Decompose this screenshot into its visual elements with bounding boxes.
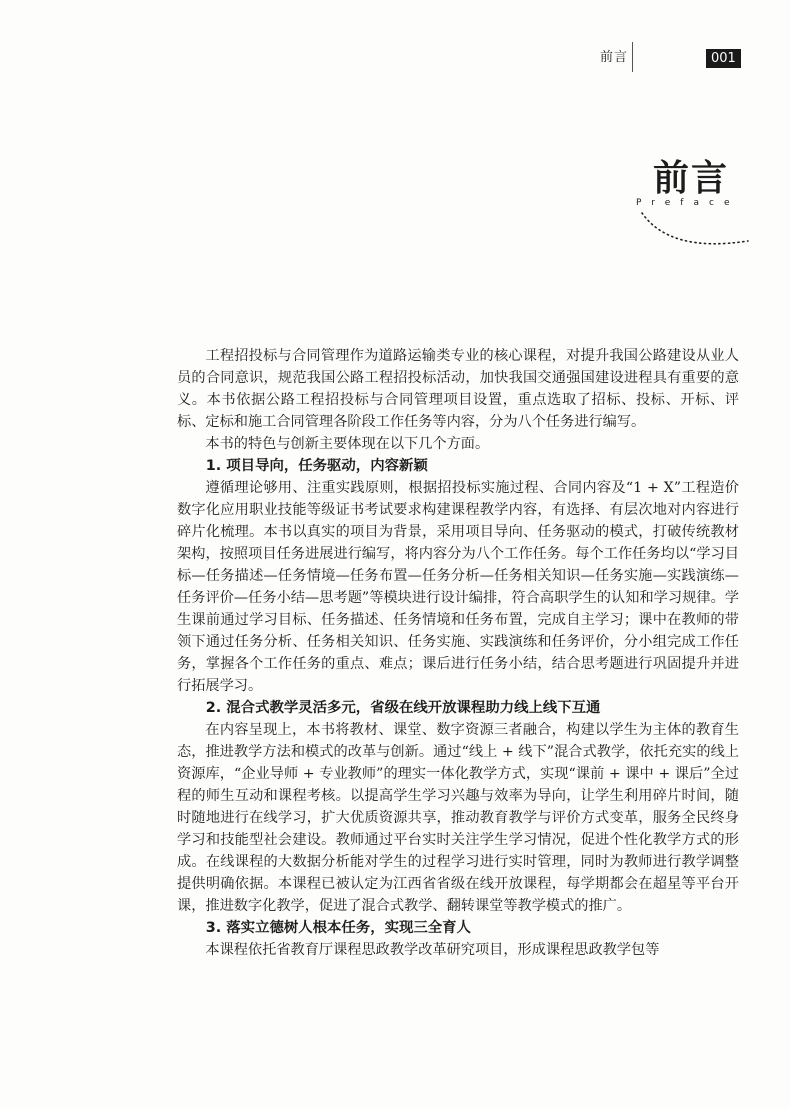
chapter-subtitle: Preface (636, 198, 740, 208)
section-body-1: 遵循理论够用、注重实践原则，根据招投标实施过程、合同内容及“1 + X”工程造价数字化应用职业技能等级证书考试要求构建课程教学内容，有选择、有层次地对内容进行碎片化梳理。本书以真实的项目为背景，采用项目导向、任务驱动的模式，打破传统教材架构，按照项目任务进展进行编写，将内容分为八个工作任务。每个工作任务均以“学习目标—任务描述—任务情境—任务布置—任务分析—任务相关知识—任务实施—实践演练—任务评价—任务小结—思考题”等模块进行设计编排，符合高职学生的认知和学习规律。学生课前通过学习目标、任务描述、任务情境和任务布置，完成自主学习；课中在教师的带领下通过任务分析、任务相关知识、任务实施、实践演练和任务评价，分小组完成工作任务，掌握各个工作任务的重点、难点；课后进行任务小结，结合思考题进行巩固提升并进行拓展学习。 (177, 480, 739, 694)
decorative-dot-arc (640, 203, 750, 255)
section-heading-2: 2. 混合式教学灵活多元，省级在线开放课程助力线上线下互通 (205, 700, 601, 716)
chapter-title: 前言 (653, 157, 730, 199)
section-heading-3: 3. 落实立德树人根本任务，实现三全育人 (205, 920, 471, 936)
intro-paragraph: 工程招投标与合同管理作为道路运输类专业的核心课程，对提升我国公路建设从业人员的合同意识，规范我国公路工程招投标活动，加快我国交通强国建设进程具有重要的意义。本书依据公路工程招投标与合同管理项目设置，重点选取了招标、投标、开标、评标、定标和施工合同管理各阶段工作任务等内容，分为八个任务进行编写。 (177, 348, 739, 430)
running-header-title: 前言 (600, 50, 629, 65)
page-number: 001 (706, 49, 741, 68)
section-body-2: 在内容呈现上，本书将教材、课堂、数字资源三者融合，构建以学生为主体的教育生态，推进教学方法和模式的改革与创新。通过“线上 + 线下”混合式教学，依托充实的线上资源库，“企业导师 + 专业教师”的理实一体化教学方式，实现“课前 + 课中 + 课后”全过程的师生互动和课程考核。以提高学生学习兴趣与效率为导向，让学生利用碎片时间，随时随地进行在线学习，扩大优质资源共享，推动教育教学与评价方式变革，服务全民终身学习和技能型社会建设。教师通过平台实时关注学生学习情况，促进个性化教学方式的形成。在线课程的大数据分析能对学生的过程学习进行实时管理，同时为教师进行教学调整提供明确依据。本课程已被认定为江西省省级在线开放课程，每学期都会在超星等平台开课，推进数字化教学，促进了混合式教学、翻转课堂等教学模式的推广。 (177, 722, 739, 914)
section-heading-1: 1. 项目导向，任务驱动，内容新颖 (205, 458, 428, 474)
features-intro: 本书的特色与创新主要体现在以下几个方面。 (205, 436, 490, 452)
section-body-3: 本课程依托省教育厅课程思政教学改革研究项目，形成课程思政教学包等 (205, 942, 660, 958)
body-text (177, 345, 739, 961)
header-divider (632, 42, 633, 72)
